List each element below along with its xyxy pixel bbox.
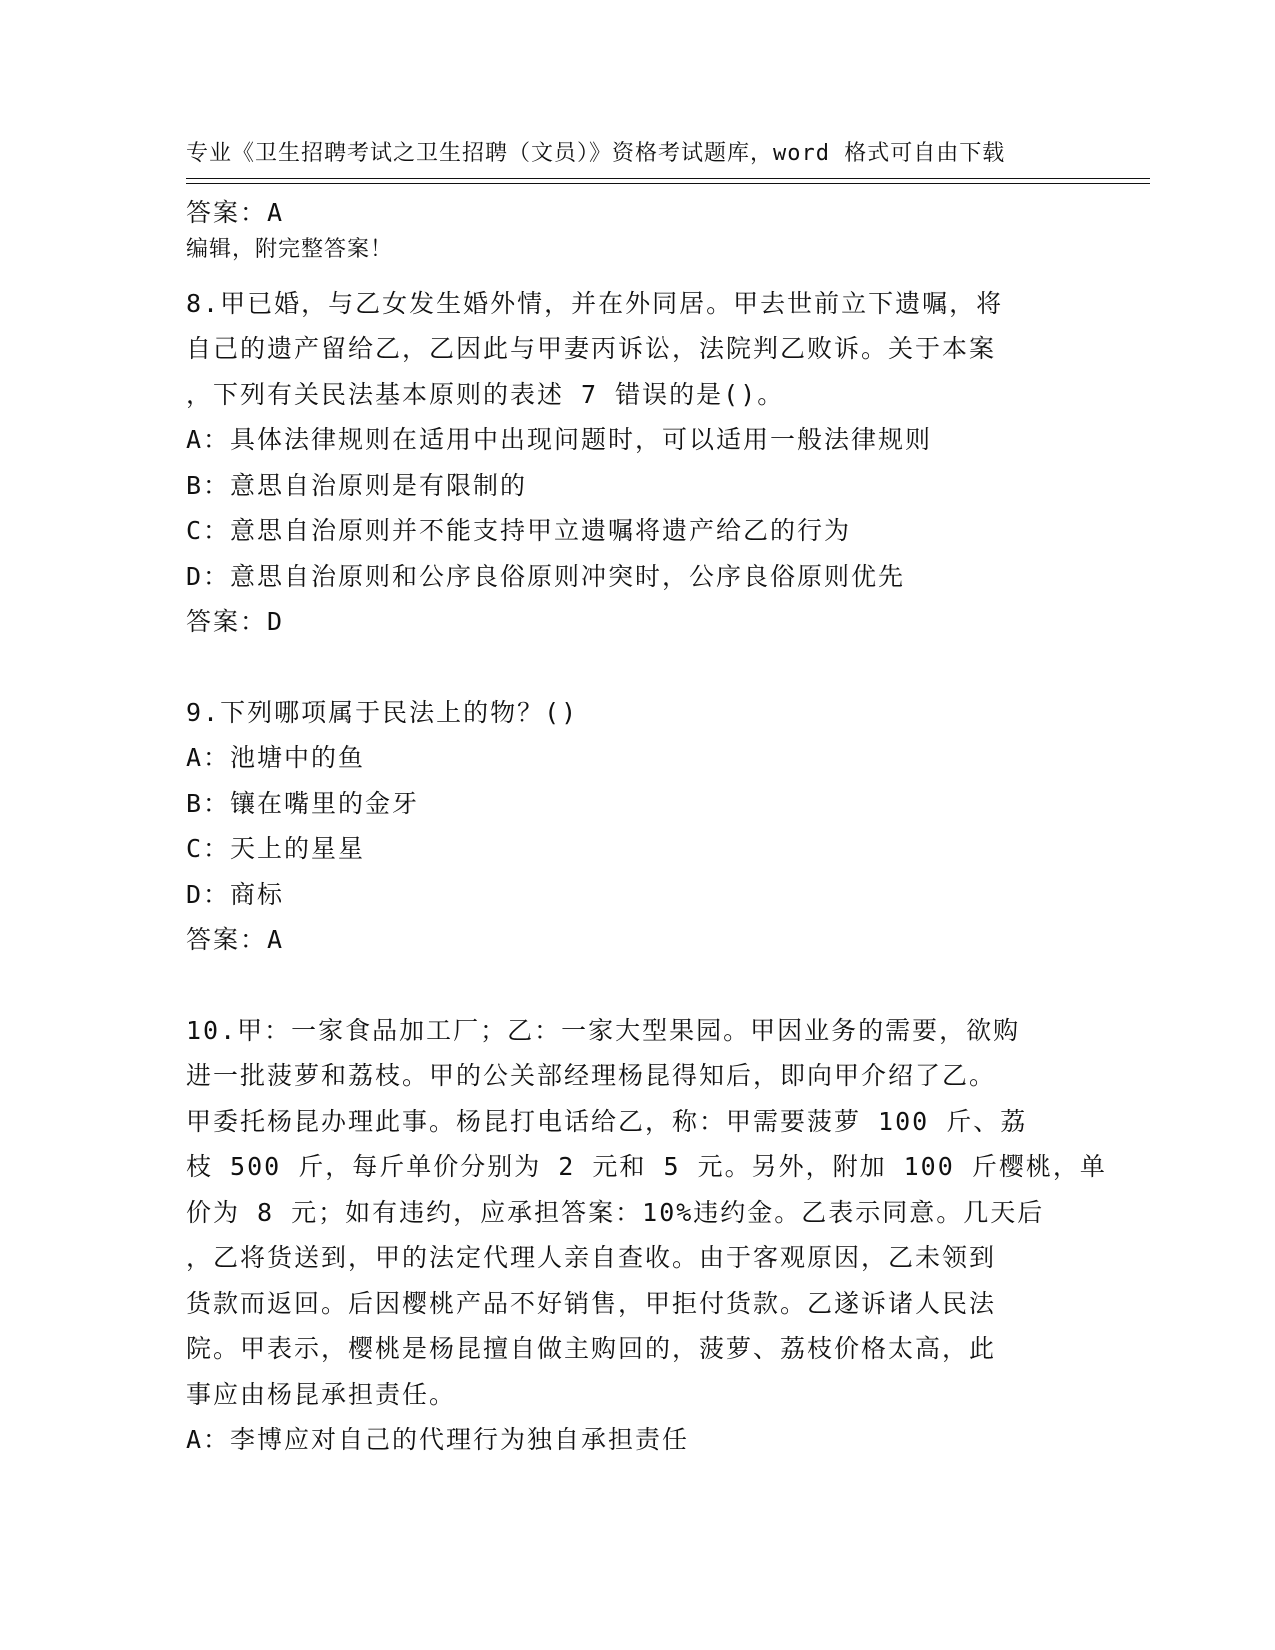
answer-previous: 答案：A [186, 198, 285, 227]
spacer [186, 236, 1086, 281]
spacer [186, 963, 1086, 1008]
question-stem-line: 甲委托杨昆办理此事。杨昆打电话给乙，称：甲需要菠萝 100 斤、荔 [186, 1106, 1028, 1136]
question-stem-line: 9.下列哪项属于民法上的物？() [186, 697, 579, 727]
header-rule-bottom [186, 183, 1150, 184]
question-stem-line: 枝 500 斤，每斤单价分别为 2 元和 5 元。另外，附加 100 斤樱桃，单 [186, 1152, 1107, 1181]
question-8 [186, 281, 1086, 645]
option-c: C：天上的星星 [186, 834, 366, 863]
option-d: D：商标 [186, 879, 285, 909]
question-stem-line: 进一批菠萝和荔枝。甲的公关部经理杨昆得知后，即向甲介绍了乙。 [186, 1061, 997, 1090]
question-stem-line: 价为 8 元；如有违约，应承担答案：10%违约金。乙表示同意。几天后 [186, 1197, 1045, 1227]
question-stem-line: 自己的遗产留给乙，乙因此与甲妻丙诉讼，法院判乙败诉。关于本案 [186, 334, 997, 363]
option-a: A：池塘中的鱼 [186, 743, 366, 772]
option-d: D：意思自治原则和公序良俗原则冲突时，公序良俗原则优先 [186, 561, 906, 591]
question-stem-line: 货款而返回。后因樱桃产品不好销售，甲拒付货款。乙遂诉诸人民法 [186, 1288, 997, 1318]
option-b: B：意思自治原则是有限制的 [186, 470, 528, 500]
question-stem-line: 事应由杨昆承担责任。 [186, 1379, 457, 1409]
question-list [186, 190, 1107, 1463]
question-stem-line: 10.甲：一家食品加工厂；乙：一家大型果园。甲因业务的需要，欲购 [186, 1015, 1021, 1045]
header-line-1: 专业《卫生招聘考试之卫生招聘（文员）》资格考试题库，word 格式可自由下载 [186, 141, 1006, 166]
question-stem-line: ，下列有关民法基本原则的表述 7 错误的是()。 [186, 379, 785, 409]
question-10 [186, 1008, 1107, 1463]
option-c: C：意思自治原则并不能支持甲立遗嘱将遗产给乙的行为 [186, 516, 852, 545]
option-a: A：具体法律规则在适用中出现问题时，可以适用一般法律规则 [186, 425, 933, 454]
question-stem-line: 8.甲已婚，与乙女发生婚外情，并在外同居。甲去世前立下遗嘱，将 [186, 288, 1004, 318]
question-9 [186, 690, 1086, 963]
spacer [186, 645, 1086, 690]
question-stem-line: 院。甲表示，樱桃是杨昆擅自做主购回的，菠萝、荔枝价格太高，此 [186, 1334, 997, 1363]
header-rule-top [186, 178, 1150, 179]
question-stem-line: ，乙将货送到，甲的法定代理人亲自查收。由于客观原因，乙未领到 [186, 1243, 997, 1272]
option-a: A：李博应对自己的代理行为独自承担责任 [186, 1425, 690, 1454]
answer: 答案：D [186, 607, 285, 636]
option-b: B：镶在嘴里的金牙 [186, 788, 420, 818]
header-line-2: 编辑，附完整答案！ [186, 237, 394, 262]
answer: 答案：A [186, 925, 285, 954]
